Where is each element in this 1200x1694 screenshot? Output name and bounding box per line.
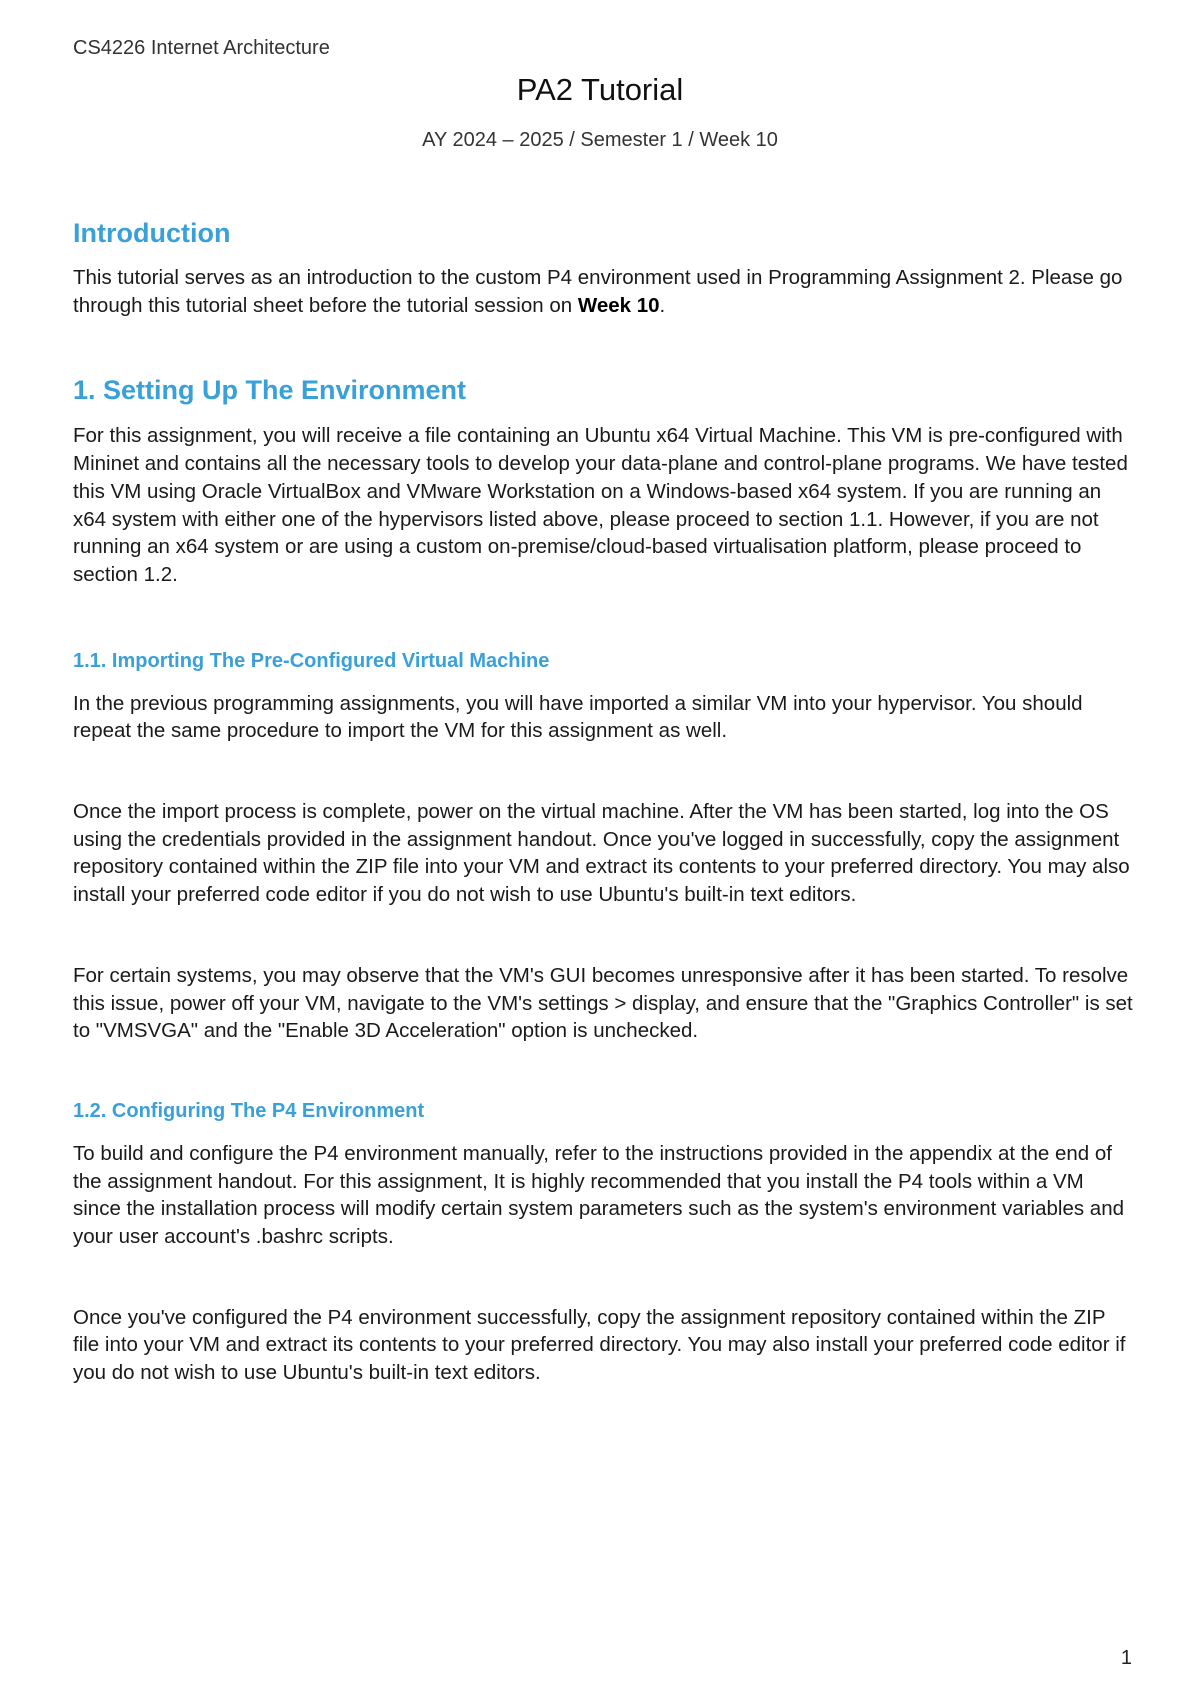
section-1-1-paragraph-1: In the previous programming assignments, you will have imported a similar VM into your hypervisor. You should repeat the same procedure to import the VM for this assignment as well. <box>73 691 1083 743</box>
intro-text: This tutorial serves as an introduction to the custom P4 environment used in Programming Assignment 2. Please go through this tutorial sheet before the tutorial session on <box>73 266 1123 317</box>
page-number: 1 <box>1120 1647 1132 1669</box>
section-1-1-paragraph-2: Once the import process is complete, power on the virtual machine. After the VM has been started, log into the OS using the credentials provided in the assignment handout. Once you've logged in successfully, copy the assignment repository contained within the ZIP file into your VM and extract its contents to your preferred directory. You may also install your preferred code editor if you do not wish to use Ubuntu's built-in text editors. <box>73 800 1130 907</box>
section-1-1-heading: 1.1. Importing The Pre-Configured Virtual Machine <box>73 649 550 672</box>
document-title: PA2 Tutorial <box>516 72 684 107</box>
section-1-2-paragraph-2: Once you've configured the P4 environment successfully, copy the assignment repository contained within the ZIP file into your VM and extract its contents to your preferred directory. You may also install your preferred code editor if you do not wish to use Ubuntu's built-in text editors. <box>73 1305 1126 1385</box>
section-1-2-heading: 1.2. Configuring The P4 Environment <box>73 1099 425 1122</box>
section-1-paragraph: For this assignment, you will receive a file containing an Ubuntu x64 Virtual Machine. This VM is pre-configured with Mininet and contains all the necessary tools to develop your data-plane and control-plane programs. We have tested this VM using Oracle VirtualBox and VMware Workstation on a Windows-based x64 system. If you are running an x64 system with either one of the hypervisors listed above, please proceed to section 1.1. However, if you are not running an x64 system or are using a custom on-premise/cloud-based virtualisation platform, please proceed to section 1.2. <box>73 424 1128 586</box>
intro-text-end: . <box>659 293 666 317</box>
intro-paragraph <box>73 264 1133 319</box>
course-header: CS4226 Internet Architecture <box>73 37 330 59</box>
intro-week-bold: Week 10 <box>577 293 660 317</box>
document-subtitle: AY 2024 – 2025 / Semester 1 / Week 10 <box>422 129 778 151</box>
section-1-heading: 1. Setting Up The Environment <box>73 375 467 406</box>
document-body <box>73 216 1133 1387</box>
section-1-2-paragraph-1: To build and configure the P4 environment manually, refer to the instructions provided in the appendix at the end of the assignment handout. For this assignment, It is highly recommended that you install the P4 tools within a VM since the installation process will modify certain system parameters such as the system's environment variables and your user account's .bashrc scripts. <box>73 1141 1125 1249</box>
section-1-1-paragraph-3: For certain systems, you may observe that the VM's GUI becomes unresponsive after it has been started. To resolve this issue, power off your VM, navigate to the VM's settings > display, and ensure that the "Graphics Controller" is set to "VMSVGA" and the "Enable 3D Acceleration" option is unchecked. <box>73 963 1133 1043</box>
intro-heading: Introduction <box>73 218 231 248</box>
